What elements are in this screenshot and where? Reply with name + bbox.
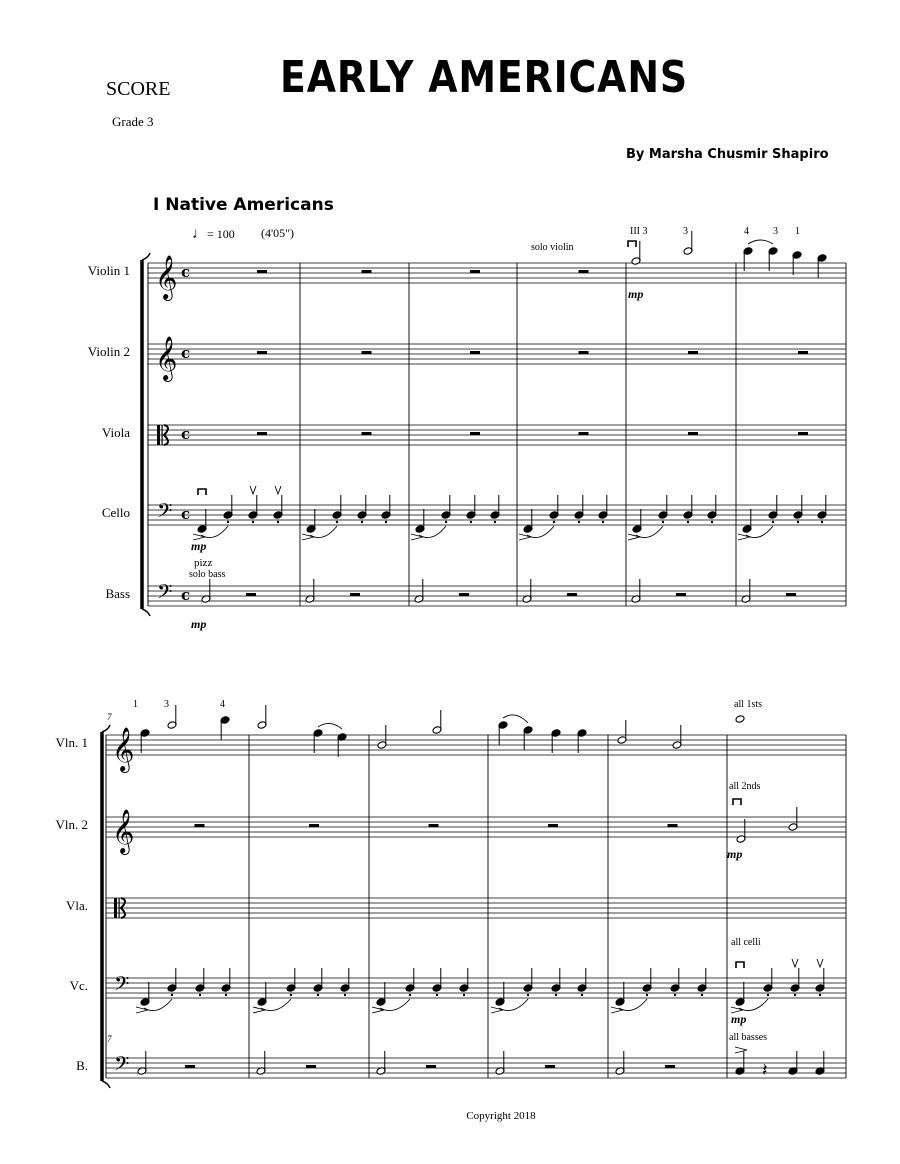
instrument-name: Bass <box>105 586 130 601</box>
system-2 <box>102 705 846 1088</box>
half-rest <box>545 1065 555 1068</box>
staccato-dot <box>336 521 338 523</box>
dynamic-mp: mp <box>191 617 207 631</box>
accent-mark <box>372 1007 384 1013</box>
fingering: 3 <box>683 226 688 237</box>
staccato-dot <box>252 521 254 523</box>
half-rest <box>579 432 589 435</box>
instrument-name: Vln. 1 <box>55 735 88 750</box>
half-rest <box>665 1065 675 1068</box>
time-signature: c <box>181 263 191 281</box>
staccato-dot <box>436 994 438 996</box>
slur <box>748 240 773 244</box>
staccato-dot <box>767 994 769 996</box>
accent-mark <box>136 1007 148 1013</box>
staccato-dot <box>463 994 465 996</box>
alto-clef-icon <box>119 898 120 918</box>
up-bow-icon <box>275 486 281 494</box>
half-rest <box>798 351 808 354</box>
staccato-dot <box>527 994 529 996</box>
staccato-dot <box>344 994 346 996</box>
half-rest <box>798 432 808 435</box>
staccato-dot <box>662 521 664 523</box>
staccato-dot <box>225 994 227 996</box>
staccato-dot <box>317 994 319 996</box>
staccato-dot <box>578 521 580 523</box>
instrument-name: Vc. <box>69 978 88 993</box>
half-rest <box>470 351 480 354</box>
half-rest <box>306 1065 316 1068</box>
system-bracket <box>102 1081 110 1088</box>
half-rest <box>579 270 589 273</box>
time-signature: c <box>181 344 191 362</box>
half-rest <box>567 593 577 596</box>
copyright-notice: Copyright 2018 <box>466 1110 536 1122</box>
grade-label: Grade 3 <box>112 114 154 129</box>
half-rest <box>257 351 267 354</box>
fingering: 4 <box>744 226 749 237</box>
half-rest <box>470 432 480 435</box>
half-rest <box>429 824 439 827</box>
instrument-name: Violin 2 <box>87 344 130 359</box>
system-bracket <box>142 253 150 260</box>
down-bow-icon <box>628 241 636 247</box>
measure-number: 7 <box>107 1034 112 1044</box>
alto-clef-icon <box>114 898 117 918</box>
accent-mark <box>731 1007 743 1013</box>
note-head <box>735 715 745 724</box>
half-rest <box>668 824 678 827</box>
time-signature: c <box>181 505 191 523</box>
treble-clef-icon: 𝄞 <box>155 255 178 299</box>
instrument-name: Viola <box>101 425 130 440</box>
time-signature: c <box>181 425 191 443</box>
half-rest <box>688 432 698 435</box>
treble-clef-icon: 𝄞 <box>155 336 178 380</box>
instrument-name: Vln. 2 <box>55 817 88 832</box>
half-rest <box>676 593 686 596</box>
string-marking: III 3 <box>630 226 648 237</box>
accent-mark <box>738 534 750 540</box>
half-rest <box>185 1065 195 1068</box>
composer-credit: By Marsha Chusmir Shapiro <box>626 147 829 162</box>
slur <box>318 723 342 729</box>
staccato-dot <box>409 994 411 996</box>
staccato-dot <box>277 521 279 523</box>
fingering: 1 <box>133 699 138 710</box>
staccato-dot <box>445 521 447 523</box>
system-1 <box>142 231 846 616</box>
half-rest <box>309 824 319 827</box>
staccato-dot <box>602 521 604 523</box>
dynamic-mp: mp <box>628 287 644 301</box>
half-rest <box>350 593 360 596</box>
system-bracket <box>142 609 150 616</box>
staccato-dot <box>821 521 823 523</box>
staccato-dot <box>361 521 363 523</box>
bass-clef-icon: 𝄢 <box>114 972 130 1000</box>
staccato-dot <box>794 994 796 996</box>
all-1sts-marking: all 1sts <box>734 699 763 710</box>
time-signature: c <box>181 586 191 604</box>
staccato-dot <box>494 521 496 523</box>
accent-mark <box>735 1047 747 1053</box>
half-rest <box>362 351 372 354</box>
instrument-name: Violin 1 <box>87 263 130 278</box>
half-rest <box>195 824 205 827</box>
bass-clef-icon: 𝄢 <box>114 1052 130 1080</box>
solo-violin-marking: solo violin <box>531 242 574 253</box>
all-2nds-marking: all 2nds <box>729 781 761 792</box>
accent-mark <box>628 534 640 540</box>
half-rest <box>579 351 589 354</box>
accent-mark <box>519 534 531 540</box>
staccato-dot <box>701 994 703 996</box>
quarter-note-icon: ♩ <box>192 226 207 242</box>
score-title: EARLY AMERICANS <box>280 52 688 103</box>
staccato-dot <box>470 521 472 523</box>
half-rest <box>362 270 372 273</box>
staccato-dot <box>646 994 648 996</box>
instrument-name: B. <box>76 1058 88 1073</box>
staccato-dot <box>555 994 557 996</box>
fingering: 3 <box>164 699 169 710</box>
staccato-dot <box>797 521 799 523</box>
slur <box>503 715 528 723</box>
alto-clef-icon <box>157 425 160 445</box>
half-rest <box>257 270 267 273</box>
staccato-dot <box>687 521 689 523</box>
half-rest <box>786 593 796 596</box>
fingering: 3 <box>773 226 778 237</box>
pizz-marking: pizz <box>194 557 213 569</box>
staccato-dot <box>199 994 201 996</box>
down-bow-icon <box>733 799 741 805</box>
accent-mark <box>193 534 205 540</box>
half-rest <box>459 593 469 596</box>
all-celli-marking: all celli <box>731 937 761 948</box>
all-basses-marking: all basses <box>729 1032 768 1043</box>
accent-mark <box>253 1007 265 1013</box>
up-bow-icon <box>792 959 798 967</box>
accent-mark <box>411 534 423 540</box>
half-rest <box>246 593 256 596</box>
staccato-dot <box>674 994 676 996</box>
system-bracket <box>102 725 110 732</box>
treble-clef-icon: 𝄞 <box>112 727 135 771</box>
dynamic-mp: mp <box>731 1012 747 1026</box>
movement-title: I Native Americans <box>153 195 334 215</box>
accent-mark <box>611 1007 623 1013</box>
up-bow-icon <box>817 959 823 967</box>
duration-label: (4'05") <box>261 226 295 240</box>
staccato-dot <box>581 994 583 996</box>
treble-clef-icon: 𝄞 <box>112 809 135 853</box>
measure-number: 7 <box>107 712 112 722</box>
half-rest <box>257 432 267 435</box>
instrument-name: Vla. <box>65 898 88 913</box>
staccato-dot <box>227 521 229 523</box>
staccato-dot <box>553 521 555 523</box>
down-bow-icon <box>198 489 206 495</box>
accent-mark <box>491 1007 503 1013</box>
accent-mark <box>302 534 314 540</box>
up-bow-icon <box>250 486 256 494</box>
staccato-dot <box>385 521 387 523</box>
half-rest <box>426 1065 436 1068</box>
down-bow-icon <box>736 962 744 968</box>
bass-clef-icon: 𝄢 <box>157 580 173 608</box>
tempo-value: = 100 <box>207 227 235 241</box>
staccato-dot <box>171 994 173 996</box>
bass-clef-icon: 𝄢 <box>157 499 173 527</box>
solo-bass-marking: solo bass <box>189 569 226 580</box>
instrument-name: Cello <box>101 505 130 520</box>
staccato-dot <box>711 521 713 523</box>
quarter-rest: 𝄽 <box>762 1060 768 1081</box>
dynamic-mp: mp <box>727 847 743 861</box>
half-rest <box>470 270 480 273</box>
half-rest <box>548 824 558 827</box>
fingering: 1 <box>795 226 800 237</box>
staccato-dot <box>819 994 821 996</box>
staccato-dot <box>290 994 292 996</box>
fingering: 4 <box>220 699 225 710</box>
dynamic-mp: mp <box>191 539 207 553</box>
score-label: SCORE <box>106 78 171 100</box>
half-rest <box>688 351 698 354</box>
alto-clef-icon <box>162 425 163 445</box>
staccato-dot <box>772 521 774 523</box>
half-rest <box>362 432 372 435</box>
